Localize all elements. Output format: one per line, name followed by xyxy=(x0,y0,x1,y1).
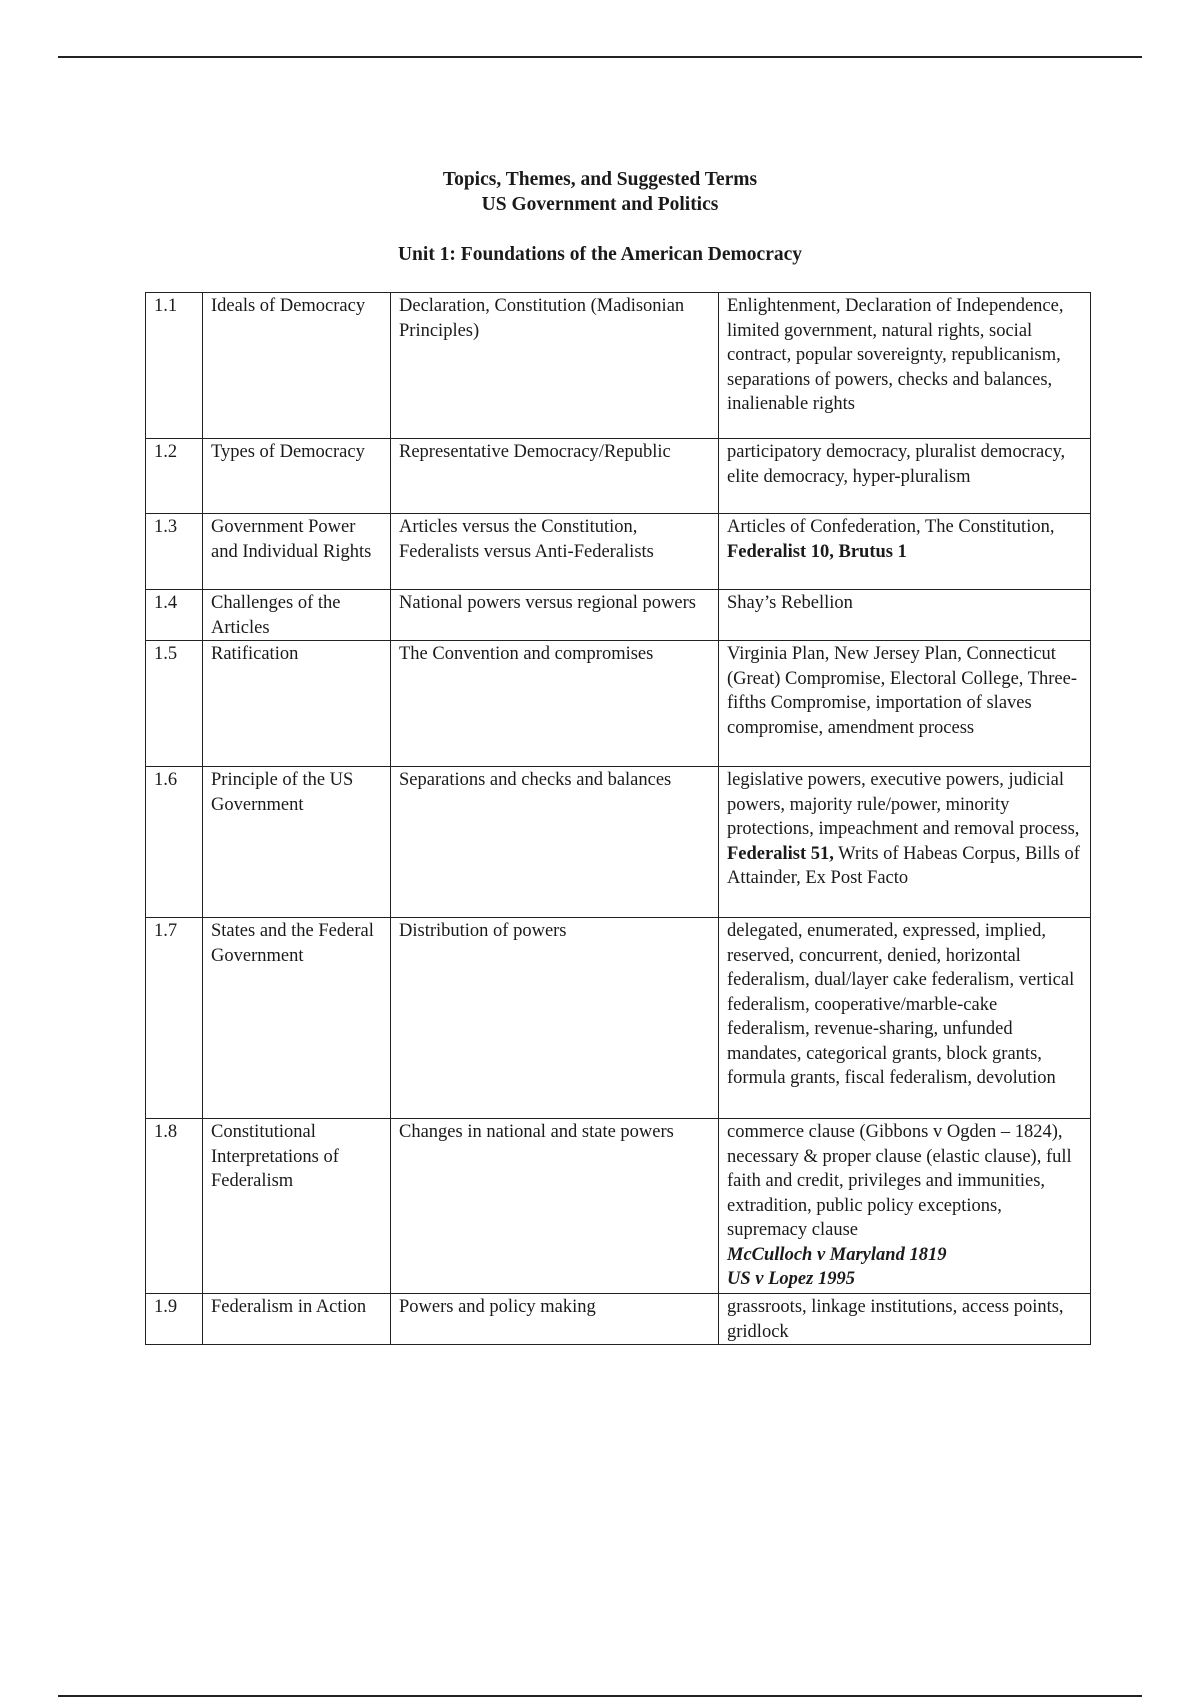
bottom-rule xyxy=(58,1695,1142,1697)
topic-number: 1.4 xyxy=(146,590,203,641)
table-row xyxy=(146,918,1091,1119)
table-row xyxy=(146,641,1091,767)
topic-name: Principle of the US Government xyxy=(203,767,391,918)
terms-bold-text: Federalist 10, Brutus 1 xyxy=(727,541,907,562)
topic-number: 1.5 xyxy=(146,641,203,767)
terms-text: Shay’s Rebellion xyxy=(727,593,853,613)
table-row xyxy=(146,1119,1091,1294)
topic-name: Constitutional Interpretations of Federalism xyxy=(203,1119,391,1294)
topic-terms xyxy=(719,439,1091,514)
top-rule xyxy=(58,56,1142,58)
topic-number: 1.1 xyxy=(146,293,203,439)
unit-heading: Unit 1: Foundations of the American Democracy xyxy=(397,244,803,265)
topic-name: Ratification xyxy=(203,641,391,767)
topic-terms xyxy=(719,641,1091,767)
topic-number: 1.3 xyxy=(146,514,203,590)
topic-terms xyxy=(719,1119,1091,1294)
topic-number: 1.8 xyxy=(146,1119,203,1294)
topic-theme: Powers and policy making xyxy=(391,1294,719,1345)
topic-name: Government Power and Individual Rights xyxy=(203,514,391,590)
topic-theme: Distribution of powers xyxy=(391,918,719,1119)
topic-terms xyxy=(719,918,1091,1119)
topic-theme: National powers versus regional powers xyxy=(391,590,719,641)
topic-terms xyxy=(719,293,1091,439)
topic-theme: Declaration, Constitution (Madisonian Principles) xyxy=(391,293,719,439)
terms-text: participatory democracy, pluralist democracy, elite democracy, hyper-pluralism xyxy=(727,442,1066,487)
table-row xyxy=(146,767,1091,918)
table-row xyxy=(146,1294,1091,1345)
topic-theme: Representative Democracy/Republic xyxy=(391,439,719,514)
topic-terms xyxy=(719,767,1091,918)
table-row xyxy=(146,293,1091,439)
terms-text: Enlightenment, Declaration of Independence, limited government, natural rights, social contract, popular sovereignty, republicanism, separations of powers, checks and balances, inalienable rights xyxy=(727,296,1064,414)
topic-theme: The Convention and compromises xyxy=(391,641,719,767)
table-row xyxy=(146,590,1091,641)
terms-bold-text: Federalist 51, xyxy=(727,843,834,864)
table-row xyxy=(146,514,1091,590)
topic-terms xyxy=(719,590,1091,641)
terms-text: commerce clause (Gibbons v Ogden – 1824), necessary & proper clause (elastic clause), full faith and credit, privileges and immunities, extradition, public policy exceptions, supremacy clause xyxy=(727,1122,1072,1240)
terms-text-after: Writs of Habeas Corpus, Bills of Attainder, Ex Post Facto xyxy=(727,843,1080,888)
terms-text: grassroots, linkage institutions, access points, gridlock xyxy=(727,1297,1064,1342)
topics-table xyxy=(145,292,1091,1345)
terms-text: delegated, enumerated, expressed, implied, reserved, concurrent, denied, horizontal federalism, dual/layer cake federalism, vertical federalism, cooperative/marble-cake federalism, revenue-sharing, unfunded mandates, categorical grants, block grants, formula grants, fiscal federalism, devolution xyxy=(727,921,1075,1088)
topic-name: Challenges of the Articles xyxy=(203,590,391,641)
topic-number: 1.6 xyxy=(146,767,203,918)
document-title: Topics, Themes, and Suggested Terms xyxy=(442,169,758,190)
terms-text: Articles of Confederation, The Constitution, xyxy=(727,517,1055,537)
topic-name: Ideals of Democracy xyxy=(203,293,391,439)
topic-theme: Articles versus the Constitution, Federalists versus Anti-Federalists xyxy=(391,514,719,590)
topic-number: 1.9 xyxy=(146,1294,203,1345)
case-citation: McCulloch v Maryland 1819 xyxy=(727,1244,947,1265)
topic-terms xyxy=(719,514,1091,590)
topic-name: Types of Democracy xyxy=(203,439,391,514)
topic-name: Federalism in Action xyxy=(203,1294,391,1345)
case-citation: US v Lopez 1995 xyxy=(727,1269,855,1289)
document-subtitle: US Government and Politics xyxy=(481,194,719,215)
topic-number: 1.2 xyxy=(146,439,203,514)
topic-name: States and the Federal Government xyxy=(203,918,391,1119)
table-row xyxy=(146,439,1091,514)
topic-terms xyxy=(719,1294,1091,1345)
terms-text: legislative powers, executive powers, judicial powers, majority rule/power, minority protections, impeachment and removal process, xyxy=(727,770,1080,839)
topic-theme: Changes in national and state powers xyxy=(391,1119,719,1294)
topic-number: 1.7 xyxy=(146,918,203,1119)
terms-text: Virginia Plan, New Jersey Plan, Connecticut (Great) Compromise, Electoral College, Three-fifths Compromise, importation of slaves compromise, amendment process xyxy=(727,644,1078,738)
topic-theme: Separations and checks and balances xyxy=(391,767,719,918)
